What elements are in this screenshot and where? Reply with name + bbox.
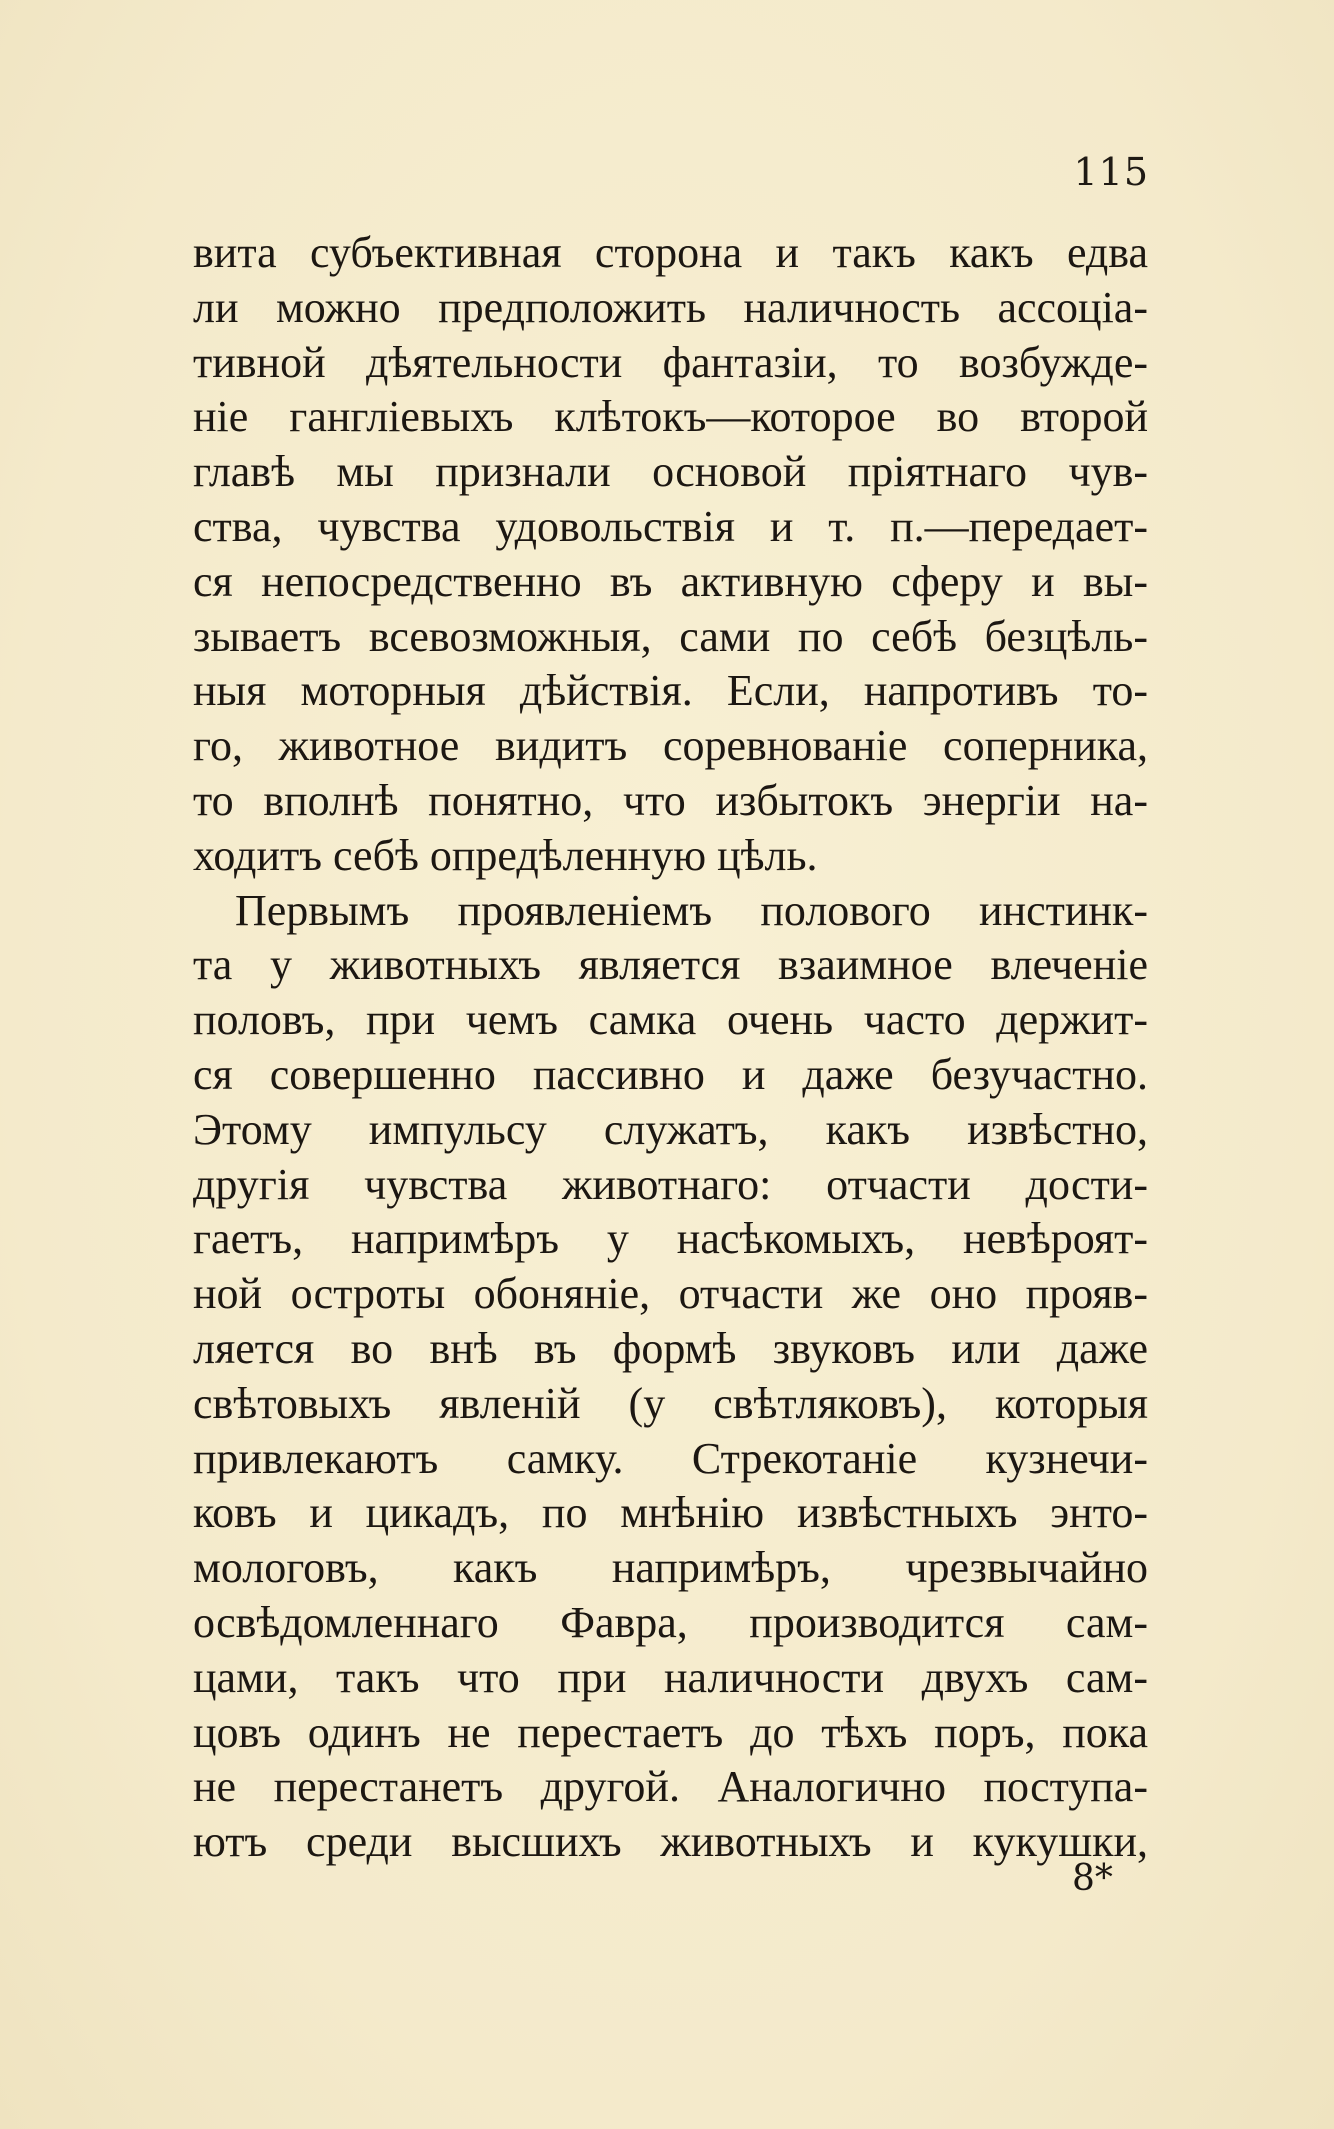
- text-line: ляется во внѣ въ формѣ звуковъ или даже: [193, 1323, 1148, 1373]
- text-line: цовъ одинъ не перестаетъ до тѣхъ поръ, пока: [193, 1707, 1148, 1757]
- text-line: тивной дѣятельности фантазіи, то возбужде-: [193, 337, 1148, 387]
- text-line: ютъ среди высшихъ животныхъ и кукушки,: [193, 1817, 1148, 1867]
- text-line: ства, чувства удовольствія и т. п.—передает-: [193, 501, 1148, 551]
- text-line: ли можно предположить наличность ассоціа-: [193, 282, 1148, 332]
- paragraph-2: [193, 884, 1148, 1870]
- text-line: мологовъ, какъ напримѣръ, чрезвычайно: [193, 1543, 1148, 1593]
- text-line: ной остроты обоняніе, отчасти же оно прояв-: [193, 1269, 1148, 1319]
- text-line: другія чувства животнаго: отчасти дости-: [193, 1159, 1148, 1209]
- text-line: го, животное видитъ соревнованіе соперника,: [193, 721, 1148, 771]
- text-line: вита субъективная сторона и такъ какъ едва: [193, 228, 1148, 277]
- body-text: [193, 226, 1148, 1870]
- text-line: ніе гангліевыхъ клѣтокъ—которое во второй: [193, 392, 1148, 442]
- text-line: цами, такъ что при наличности двухъ сам-: [193, 1652, 1148, 1702]
- text-line: ныя моторныя дѣйствія. Если, напротивъ то-: [193, 666, 1148, 716]
- paragraph-1: [193, 226, 1148, 884]
- text-line: привлекаютъ самку. Стрекотаніе кузнечи-: [193, 1433, 1148, 1483]
- text-line: не перестанетъ другой. Аналогично поступа-: [193, 1762, 1148, 1812]
- page-number: 115: [1073, 150, 1149, 194]
- text-line: главѣ мы признали основой пріятнаго чув-: [193, 447, 1148, 497]
- text-line: ковъ и цикадъ, по мнѣнію извѣстныхъ энто-: [193, 1488, 1148, 1538]
- text-line: освѣдомленнаго Фавра, производится сам-: [193, 1597, 1148, 1647]
- text-line: свѣтовыхъ явленій (у свѣтляковъ), которыя: [193, 1378, 1148, 1428]
- text-line: Первымъ проявленіемъ полового инстинк-: [235, 885, 1148, 935]
- text-line: половъ, при чемъ самка очень часто держит-: [193, 995, 1148, 1045]
- text-line: Этому импульсу служатъ, какъ извѣстно,: [193, 1104, 1148, 1154]
- signature-mark: 8*: [1072, 1858, 1113, 1899]
- text-line: та у животныхъ является взаимное влеченіе: [193, 940, 1148, 990]
- text-line: ходитъ себѣ опредѣленную цѣль.: [193, 830, 818, 880]
- text-line: то вполнѣ понятно, что избытокъ энергіи на-: [193, 775, 1148, 825]
- text-line: ся непосредственно въ активную сферу и вы-: [193, 556, 1148, 606]
- text-line: ся совершенно пассивно и даже безучастно.: [193, 1049, 1148, 1099]
- text-line: гаетъ, напримѣръ у насѣкомыхъ, невѣроят-: [193, 1214, 1148, 1264]
- text-line: зываетъ всевозможныя, сами по себѣ безцѣль-: [193, 611, 1148, 661]
